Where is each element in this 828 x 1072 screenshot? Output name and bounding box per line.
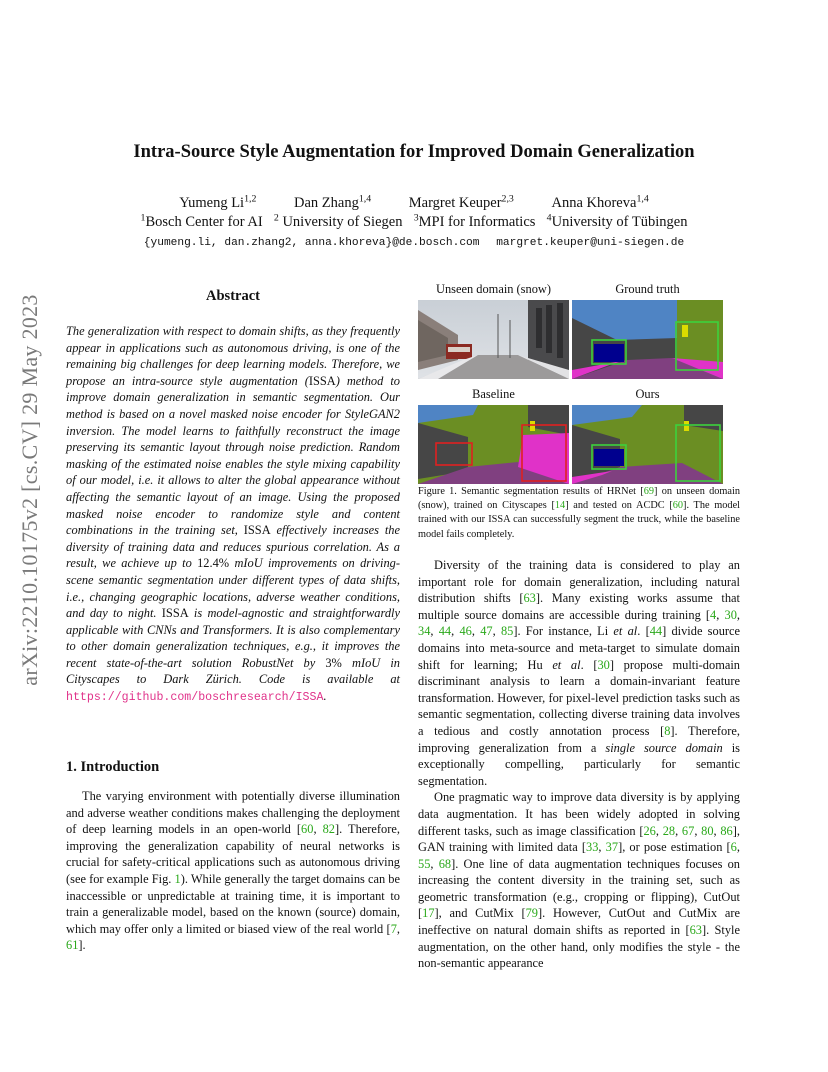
abstract-heading: Abstract — [206, 288, 260, 304]
affiliation: $^2$ University of Siegen — [273, 212, 403, 230]
citation-link[interactable]: 4 — [710, 607, 717, 622]
paragraph: One pragmatic way to improve data diversity is by applying data augmentation. It has been widely adopted in solving different tasks, such as image classification [26, 28, 67, 80, 86], GAN training with limited data [33, 37], or pose estimation [6, 55, 68]. One line of data augmentation techniques focuses on increasing the content diversity in the training set, such as geometric transformation (e.g., cropping or flipping), CutOut [17], and CutMix [79]. However, CutOut and CutMix are ineffective on natural domain shifts as reported in [63]. Style augmentation, on the other hand, only modifies the style - the non-semantic appearance — [418, 790, 740, 971]
citation-link[interactable]: 47 — [480, 624, 493, 639]
citation-link[interactable]: 44 — [438, 624, 452, 639]
citation-link[interactable]: 17 — [422, 906, 435, 921]
sign-region — [682, 325, 688, 337]
citation-link[interactable]: 79 — [525, 906, 538, 921]
citation-link[interactable]: 60 — [672, 500, 684, 512]
sign-region — [530, 421, 535, 431]
author: Yumeng Li$^{1,2}$ — [179, 193, 257, 211]
arxiv-identifier — [10, 270, 50, 710]
citation-link[interactable]: 26 — [643, 823, 656, 838]
citation-link[interactable]: 60 — [301, 822, 314, 837]
emphasis: single source domain — [605, 740, 723, 755]
citation-link[interactable]: 55 — [418, 856, 431, 871]
truck-region — [594, 449, 624, 466]
introduction-body — [66, 788, 400, 954]
author-list — [60, 195, 768, 212]
figure-label: Unseen domain (snow) — [436, 282, 551, 296]
author: Anna Khoreva$^{1,4}$ — [551, 193, 649, 211]
email-list — [60, 237, 768, 249]
author: Margret Keuper$^{2,3}$ — [408, 193, 514, 211]
citation-link[interactable]: 30 — [724, 607, 737, 622]
sign-region — [684, 421, 689, 431]
paragraph: The varying environment with potentially diverse illumination and adverse weather conditions makes challenging the deployment of deep learning models in an open-world [60, 82]. Therefore, improving the generalization capability of neural networks is crucial for safety-critical applications such as autonomous driving (see for example Fig. 1). While generally the target domains can be inaccessible or unpredictable at training time, it is important to train a generalizable model, based on the known (source) domain, which may offer only a limited or biased view of the real world [7, 61]. — [66, 789, 400, 953]
code-link[interactable]: https://github.com/boschresearch/ISSA — [66, 691, 324, 705]
emphasis: et al — [613, 624, 638, 639]
citation-link[interactable]: 7 — [390, 921, 397, 936]
citation-link[interactable]: 6 — [730, 840, 737, 855]
figure-label: Ground truth — [615, 282, 680, 296]
emphasis: et al — [552, 657, 581, 672]
snow-scene-image — [418, 300, 569, 379]
email: {yumeng.li, dan.zhang2, anna.khoreva}@de.bosch.com — [143, 237, 480, 249]
citation-link[interactable]: 67 — [681, 823, 695, 838]
citation-link[interactable]: 28 — [662, 823, 676, 838]
citation-link[interactable]: 44 — [649, 624, 663, 639]
abstract-body: The generalization with respect to domain shifts, as they frequently appear in applications such as autonomous driving, is one of the remaining big challenges for deep learning models. Therefore, we propose an intra-source style augmentation (ISSA) method to improve domain generalization in semantic segmentation. Our method is based on a novel masked noise encoder for StyleGAN2 inversion. The model learns to faithfully reconstruct the image preserving its semantic layout through noise prediction. Random masking of the estimated noise enables the style mixing capability of our model, i.e. it allows to alter the global appearance without affecting the semantic layout of an image. Using the proposed masked noise encoder to randomize style and content combinations in the training set, ISSA effectively increases the diversity of training data and reduces spurious correlation. As a result, we achieve up to 12.4% mIoU improvements on driving-scene semantic segmentation under different types of data shifts, i.e., changing geographic locations, adverse weather conditions, and day to night. ISSA is model-agnostic and straightforwardly applicable with CNNs and Transformers. It is also complementary to other domain generalization techniques, e.g., it improves the recent state-of-the-art solution RobustNet by 3% mIoU in Cityscapes to Dark Zürich. Code is available at https://github.com/boschresearch/ISSA. — [66, 324, 401, 705]
citation-link[interactable]: 8 — [664, 723, 671, 738]
author: Dan Zhang$^{1,4}$ — [294, 193, 372, 211]
ours-segmentation — [572, 405, 723, 484]
figure-label: Ours — [635, 387, 660, 401]
citation-link[interactable]: 46 — [459, 624, 472, 639]
citation-link[interactable]: 63 — [689, 923, 702, 938]
citation-link[interactable]: 1 — [174, 871, 181, 886]
citation-link[interactable]: 85 — [500, 624, 514, 639]
affiliation: $^4$University of Tübingen — [546, 212, 688, 230]
citation-link[interactable]: 82 — [322, 822, 335, 837]
citation-link[interactable]: 68 — [438, 856, 452, 871]
citation-link[interactable]: 14 — [554, 500, 566, 512]
citation-link[interactable]: 86 — [720, 823, 733, 838]
paragraph: Diversity of the training data is considered to play an important role for domain generalization, including natural distribution shifts [63]. Many existing works assume that multiple source domains are accessible during training [4, 30, 34, 44, 46, 47, 85]. For instance, Li et al. [44] divide source domains into meta-source and meta-target to simulate domain shift for learning; Hu et al. [30] propose multi-domain discriminant analysis to learn a domain-invariant feature transformation. However, for pixel-level prediction tasks such as semantic segmentation, collecting diverse training data involves a tedious and costly annotation process [8]. Therefore, improving generalization from a single source domain is exceptionally compelling, particularly for semantic segmentation. — [418, 558, 741, 788]
citation-link[interactable]: 30 — [597, 657, 610, 672]
citation-link[interactable]: 80 — [701, 823, 714, 838]
citation-link[interactable]: 37 — [605, 840, 619, 855]
affiliation: $^3$MPI for Informatics — [413, 212, 536, 230]
email: margret.keuper@uni-siegen.de — [496, 237, 685, 249]
citation-link[interactable]: 33 — [586, 840, 599, 855]
truck-region — [594, 344, 624, 362]
affiliation-list — [60, 214, 768, 231]
section-heading-introduction: 1. Introduction — [66, 759, 160, 775]
paper-title: Intra-Source Style Augmentation for Improved Domain Generalization — [133, 142, 695, 162]
citation-link[interactable]: 34 — [418, 624, 431, 639]
arxiv-id-text: arXiv:2210.10175v2 [cs.CV] 29 May 2023 — [17, 294, 42, 686]
citation-link[interactable]: 61 — [66, 938, 79, 953]
right-column-body — [418, 557, 740, 972]
citation-link[interactable]: 69 — [643, 486, 654, 497]
citation-link[interactable]: 63 — [523, 591, 536, 606]
affiliation: $^1$Bosch Center for AI — [140, 212, 263, 230]
figure-caption: Figure 1. Semantic segmentation results of HRNet [69] on unseen domain (snow), trained on Cityscapes [14] and tested on ACDC [60]. The model trained with our ISSA can successfully segment the truck, while the baseline model fails completely. — [418, 486, 740, 540]
figure-label: Baseline — [472, 387, 515, 401]
baseline-segmentation — [418, 405, 569, 484]
ground-truth-segmentation — [572, 300, 723, 379]
